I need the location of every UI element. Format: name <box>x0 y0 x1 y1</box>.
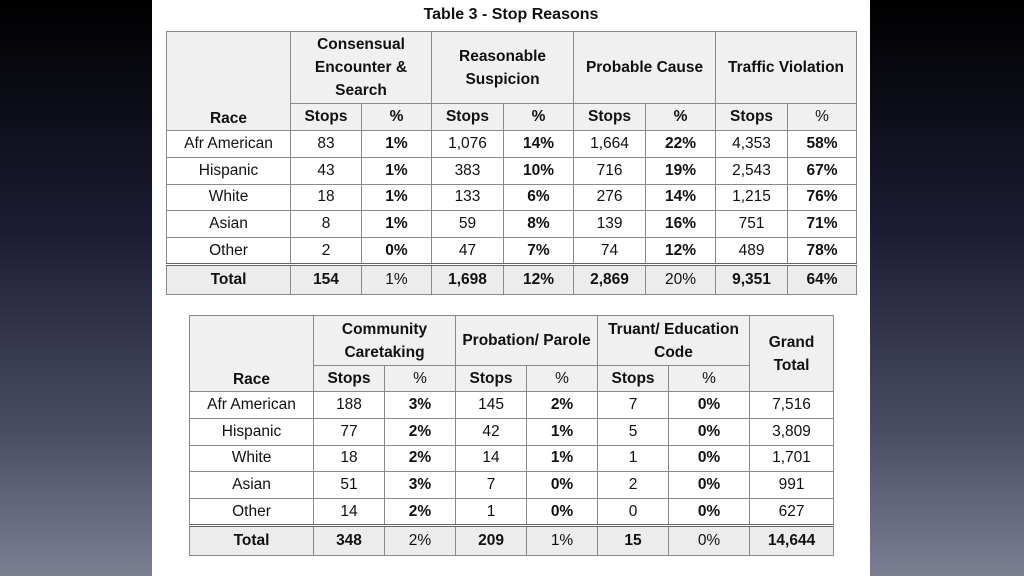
percent-cell: 78% <box>788 238 857 265</box>
pct-col-header: % <box>788 104 857 131</box>
percent-cell: 3% <box>385 472 456 499</box>
percent-cell: 12% <box>646 238 716 265</box>
percent-cell: 1% <box>362 184 432 211</box>
value-cell: 5 <box>598 418 669 445</box>
value-cell: 43 <box>291 157 362 184</box>
value-cell: 154 <box>291 264 362 294</box>
value-cell: 139 <box>574 211 646 238</box>
value-cell: 2 <box>291 238 362 265</box>
value-cell: 627 <box>750 499 834 526</box>
value-cell: 0 <box>598 499 669 526</box>
race-cell: Other <box>167 238 291 265</box>
value-cell: 145 <box>456 392 527 419</box>
percent-cell: 1% <box>362 157 432 184</box>
race-cell: Asian <box>167 211 291 238</box>
value-cell: 7 <box>598 392 669 419</box>
value-cell: 8 <box>291 211 362 238</box>
percent-cell: 1% <box>362 131 432 158</box>
percent-cell: 0% <box>669 525 750 555</box>
value-cell: 276 <box>574 184 646 211</box>
value-cell: 7 <box>456 472 527 499</box>
table-row <box>190 392 834 419</box>
percent-cell: 20% <box>646 264 716 294</box>
percent-cell: 2% <box>385 445 456 472</box>
value-cell: 1,701 <box>750 445 834 472</box>
race-cell: White <box>167 184 291 211</box>
race-header: Race <box>190 316 314 392</box>
value-cell: 18 <box>314 445 385 472</box>
value-cell: 1,215 <box>716 184 788 211</box>
percent-cell: 1% <box>527 525 598 555</box>
group-header-community-caretaking: Community Caretaking <box>314 316 456 366</box>
value-cell: 1,076 <box>432 131 504 158</box>
percent-cell: 7% <box>504 238 574 265</box>
group-header-reasonable-suspicion: Reasonable Suspicion <box>432 32 574 104</box>
percent-cell: 14% <box>504 131 574 158</box>
race-cell: Hispanic <box>190 418 314 445</box>
percent-cell: 1% <box>527 418 598 445</box>
value-cell: 14,644 <box>750 525 834 555</box>
race-cell: Other <box>190 499 314 526</box>
table-row <box>167 238 857 265</box>
table-row <box>190 418 834 445</box>
percent-cell: 8% <box>504 211 574 238</box>
grand-total-header: Grand Total <box>750 316 834 392</box>
percent-cell: 1% <box>362 211 432 238</box>
percent-cell: 19% <box>646 157 716 184</box>
value-cell: 2 <box>598 472 669 499</box>
percent-cell: 16% <box>646 211 716 238</box>
percent-cell: 12% <box>504 264 574 294</box>
table-row <box>167 131 857 158</box>
value-cell: 2,869 <box>574 264 646 294</box>
stops-col-header: Stops <box>314 366 385 392</box>
value-cell: 51 <box>314 472 385 499</box>
value-cell: 4,353 <box>716 131 788 158</box>
total-row <box>190 525 834 555</box>
table-row <box>167 211 857 238</box>
value-cell: 47 <box>432 238 504 265</box>
pct-col-header: % <box>504 104 574 131</box>
value-cell: 14 <box>314 499 385 526</box>
percent-cell: 0% <box>527 499 598 526</box>
race-cell: Afr American <box>190 392 314 419</box>
stops-col-header: Stops <box>574 104 646 131</box>
stops-col-header: Stops <box>716 104 788 131</box>
value-cell: 133 <box>432 184 504 211</box>
value-cell: 77 <box>314 418 385 445</box>
value-cell: 18 <box>291 184 362 211</box>
group-header-truant-education: Truant/ Education Code <box>598 316 750 366</box>
percent-cell: 22% <box>646 131 716 158</box>
percent-cell: 6% <box>504 184 574 211</box>
percent-cell: 76% <box>788 184 857 211</box>
stops-col-header: Stops <box>598 366 669 392</box>
table-row <box>190 472 834 499</box>
race-cell: White <box>190 445 314 472</box>
value-cell: 348 <box>314 525 385 555</box>
table-1-body <box>167 131 857 295</box>
percent-cell: 14% <box>646 184 716 211</box>
value-cell: 1 <box>456 499 527 526</box>
percent-cell: 0% <box>669 392 750 419</box>
percent-cell: 0% <box>527 472 598 499</box>
value-cell: 1 <box>598 445 669 472</box>
value-cell: 991 <box>750 472 834 499</box>
race-header: Race <box>167 32 291 131</box>
value-cell: 83 <box>291 131 362 158</box>
value-cell: 15 <box>598 525 669 555</box>
value-cell: 59 <box>432 211 504 238</box>
percent-cell: 1% <box>362 264 432 294</box>
race-cell: Hispanic <box>167 157 291 184</box>
percent-cell: 0% <box>669 418 750 445</box>
value-cell: 14 <box>456 445 527 472</box>
pct-col-header: % <box>527 366 598 392</box>
value-cell: 3,809 <box>750 418 834 445</box>
value-cell: 383 <box>432 157 504 184</box>
percent-cell: 67% <box>788 157 857 184</box>
value-cell: 1,698 <box>432 264 504 294</box>
stop-reasons-table-1 <box>166 31 857 295</box>
stop-reasons-table-2 <box>189 315 834 556</box>
percent-cell: 58% <box>788 131 857 158</box>
pct-col-header: % <box>362 104 432 131</box>
percent-cell: 71% <box>788 211 857 238</box>
value-cell: 42 <box>456 418 527 445</box>
stops-col-header: Stops <box>291 104 362 131</box>
stops-col-header: Stops <box>456 366 527 392</box>
race-cell: Total <box>167 264 291 294</box>
percent-cell: 10% <box>504 157 574 184</box>
group-header-consensual: Consensual Encounter & Search <box>291 32 432 104</box>
pct-col-header: % <box>385 366 456 392</box>
table-row <box>190 445 834 472</box>
total-row <box>167 264 857 294</box>
group-header-traffic-violation: Traffic Violation <box>716 32 857 104</box>
value-cell: 716 <box>574 157 646 184</box>
document-page <box>152 0 870 576</box>
table-row <box>190 499 834 526</box>
percent-cell: 0% <box>669 472 750 499</box>
value-cell: 751 <box>716 211 788 238</box>
group-header-probation-parole: Probation/ Parole <box>456 316 598 366</box>
value-cell: 2,543 <box>716 157 788 184</box>
table-2-body <box>190 392 834 556</box>
race-cell: Total <box>190 525 314 555</box>
value-cell: 1,664 <box>574 131 646 158</box>
value-cell: 9,351 <box>716 264 788 294</box>
race-cell: Asian <box>190 472 314 499</box>
pct-col-header: % <box>669 366 750 392</box>
percent-cell: 0% <box>362 238 432 265</box>
percent-cell: 2% <box>385 418 456 445</box>
percent-cell: 3% <box>385 392 456 419</box>
value-cell: 209 <box>456 525 527 555</box>
value-cell: 7,516 <box>750 392 834 419</box>
percent-cell: 2% <box>385 525 456 555</box>
stops-col-header: Stops <box>432 104 504 131</box>
value-cell: 74 <box>574 238 646 265</box>
percent-cell: 64% <box>788 264 857 294</box>
value-cell: 489 <box>716 238 788 265</box>
table-title: Table 3 - Stop Reasons <box>423 6 599 23</box>
table-row <box>167 157 857 184</box>
group-header-probable-cause: Probable Cause <box>574 32 716 104</box>
table-row <box>167 184 857 211</box>
percent-cell: 1% <box>527 445 598 472</box>
race-cell: Afr American <box>167 131 291 158</box>
percent-cell: 2% <box>527 392 598 419</box>
percent-cell: 2% <box>385 499 456 526</box>
percent-cell: 0% <box>669 445 750 472</box>
percent-cell: 0% <box>669 499 750 526</box>
pct-col-header: % <box>646 104 716 131</box>
value-cell: 188 <box>314 392 385 419</box>
